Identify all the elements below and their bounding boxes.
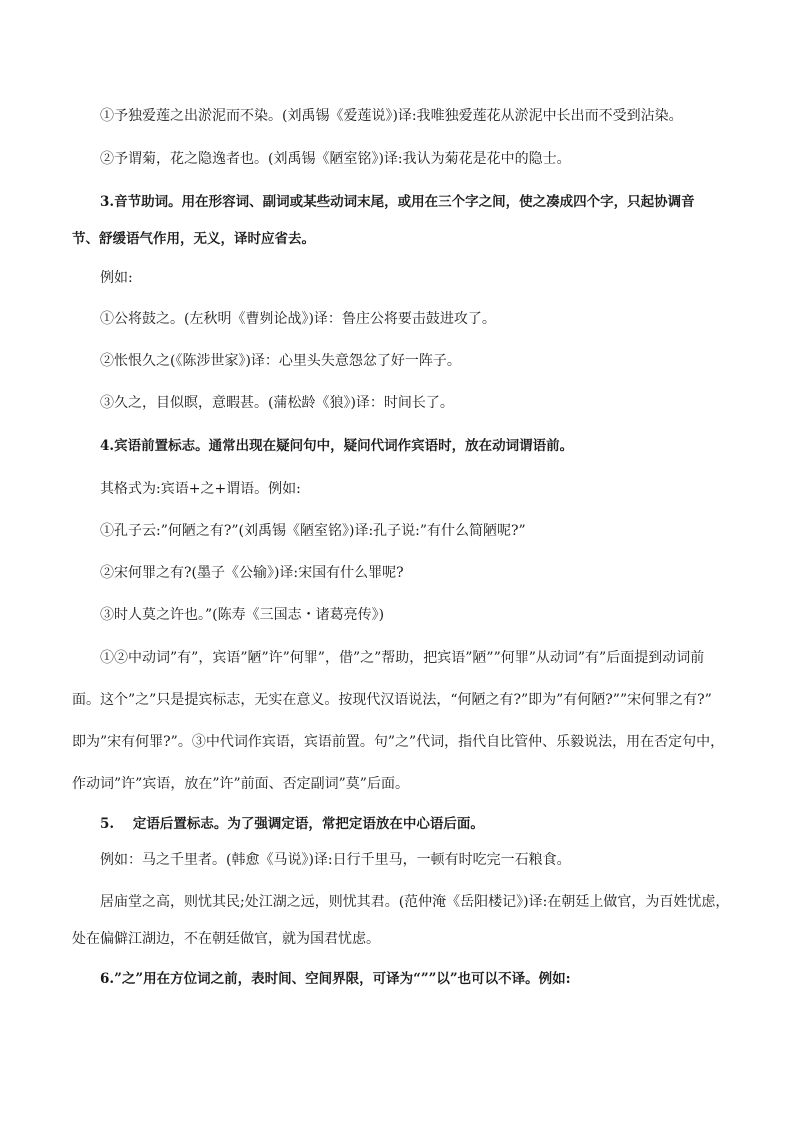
explanation-line: 作动词”许”宾语，放在”许”前面、否定副词”莫”后面。 <box>72 776 409 792</box>
example-text-line: ③久之，目似瞑，意暇甚。(蒲松龄《狼》)译：时间长了。 <box>100 395 454 411</box>
example-text-line: ②怅恨久之(《陈涉世家》)译：心里头失意怨忿了好一阵子。 <box>100 353 461 369</box>
example-text-line: ①予独爱莲之出淤泥而不染。(刘禹锡《爱莲说》)译:我唯独爱莲花从淤泥中长出而不受到沾染。 <box>100 108 683 124</box>
example-text-line: ③时人莫之许也。”(陈寿《三国志・诸葛亮传》) <box>100 607 385 623</box>
section-heading: 3.音节助词。用在形容词、副词或某些动词末尾，或用在三个字之间，使之凑成四个字，只起协调音 <box>100 194 695 210</box>
explanation-line: 面。这个”之”只是提宾标志，无实在意义。按现代汉语说法，“何陋之有?”即为”有何陋?””宋何罪之有?” <box>72 692 712 708</box>
example-label: 例如: <box>100 270 133 286</box>
example-text-line: ①孔子云:”何陋之有?”(刘禹锡《陋室铭》)译:孔子说:”有什么简陋呢?” <box>100 523 526 539</box>
example-text-line: ②宋何罪之有?(墨子《公输》)译:宋国有什么罪呢? <box>100 565 404 581</box>
example-text-line: 居庙堂之高，则忧其民;处江湖之远，则忧其君。(范仲淹《岳阳楼记》)译:在朝廷上做官，为百姓忧虑， <box>100 894 730 910</box>
example-text-line: ①公将鼓之。(左秋明《曹刿论战》)译：鲁庄公将要击鼓进攻了。 <box>100 311 496 327</box>
explanation-line: ①②中动词”有”，宾语”陋”许”何罪”，借”之”帮助，把宾语”陋””何罪”从动词”有”后面提到动词前 <box>100 650 705 666</box>
example-text-line: 处在偏僻江湖边，不在朝廷做官，就为国君忧虑。 <box>72 931 380 947</box>
explanation-line: 即为”宋有何罪?”。③中代词作宾语，宾语前置。句”之”代词，指代自比管仲、乐毅说法，用在否定句中， <box>72 734 725 750</box>
format-line: 其格式为:宾语+之+谓语。例如: <box>100 481 301 497</box>
example-text-line: 例如：马之千里者。(韩愈《马说》)译:日行千里马，一顿有时吃完一石粮食。 <box>100 852 571 868</box>
section-heading-continued: 节、舒缓语气作用，无义，译时应省去。 <box>72 231 315 247</box>
section-heading: 5. 定语后置标志。为了强调定语，常把定语放在中心语后面。 <box>100 816 484 832</box>
section-heading: 4.宾语前置标志。通常出现在疑问句中，疑问代词作宾语时，放在动词谓语前。 <box>100 438 574 454</box>
example-text-line: ②予谓菊，花之隐逸者也。(刘禹锡《陋室铭》)译:我认为菊花是花中的隐士。 <box>100 151 571 167</box>
section-heading: 6.”之”用在方位词之前，表时间、空间界限，可译为“””以”也可以不译。例如: <box>100 971 571 987</box>
